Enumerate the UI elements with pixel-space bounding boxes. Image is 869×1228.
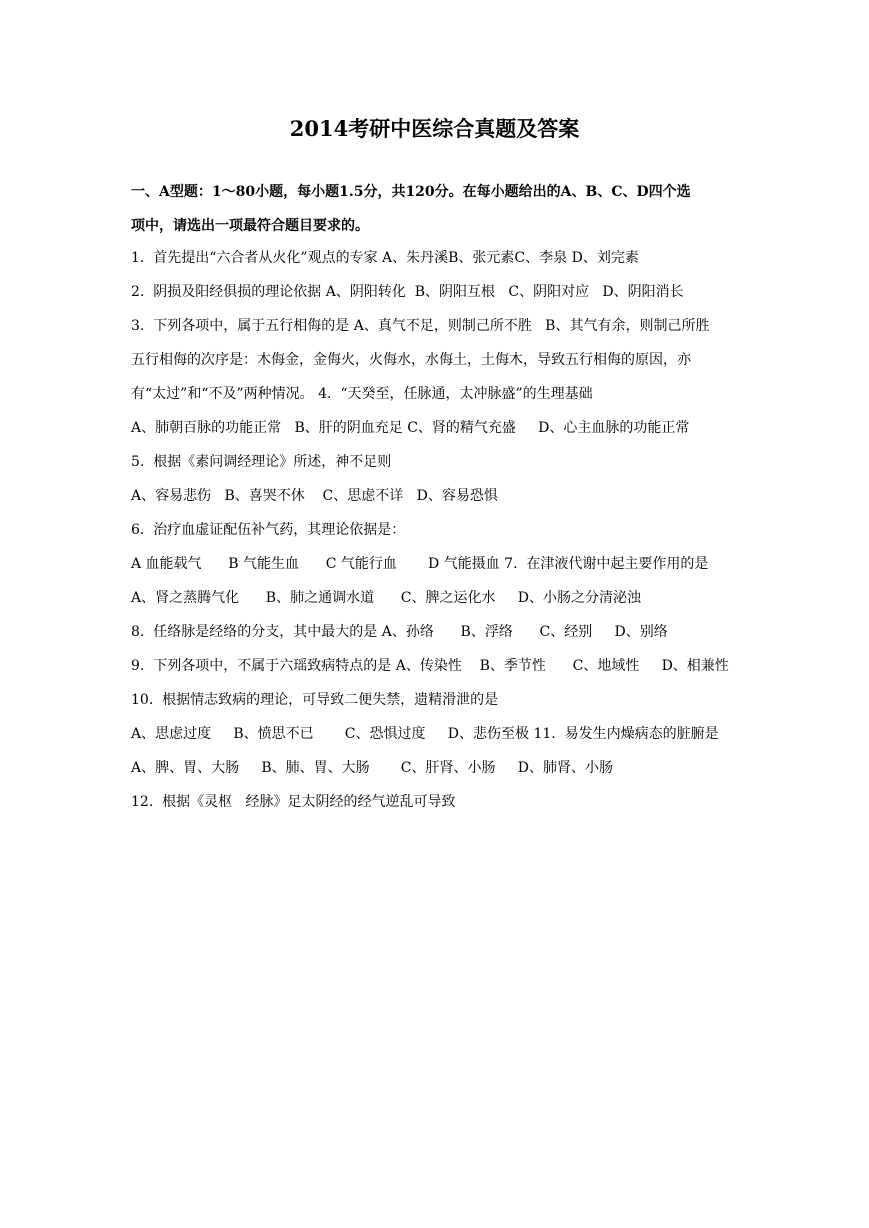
- question-1-stem: 1. 首先提出“六合者从火化”观点的专家: [131, 250, 378, 266]
- question-8-stem: 8. 任络脉是经络的分支，其中最大的是: [131, 624, 378, 640]
- question-3-note-line-1: 五行相侮的次序是：木侮金，金侮火，火侮水，水侮土，土侮木，导致五行相侮的原因，亦: [131, 352, 691, 368]
- question-4-options-1: A、肺朝百脉的功能正常 B、肝的阴血充足: [131, 420, 403, 436]
- question-3-options: A、真气不足，则制己所不胜 B、其气有余，则制己所胜: [353, 318, 710, 334]
- question-6-options: A 血能载气 B 气能生血 C 气能行血 D 气能摄血: [131, 556, 500, 572]
- question-4-stem: 4. “天癸至，任脉通，太冲脉盛”的生理基础: [318, 386, 593, 402]
- question-8-options: A、孙络 B、浮络 C、经别 D、别络: [381, 624, 668, 640]
- question-6-stem: 6. 治疗血虚证配伍补气药，其理论依据是：: [131, 522, 406, 538]
- document-title: 2014考研中医综合真题及答案: [289, 116, 580, 141]
- question-5-options: A、容易悲伤 B、喜哭不休 C、思虑不详 D、容易恐惧: [131, 488, 498, 504]
- question-11-options: A、脾、胃、大肠 B、肺、胃、大肠 C、肝肾、小肠 D、肺肾、小肠: [131, 760, 613, 776]
- question-2-stem: 2. 阴损及阳经俱损的理论依据: [131, 284, 322, 300]
- section-heading-line-1: 一、A型题：1～80小题，每小题1.5分，共120分。在每小题给出的A、B、C、D四个选: [131, 184, 691, 200]
- question-7-stem: 7. 在津液代谢中起主要作用的是: [504, 556, 709, 572]
- question-5-stem: 5. 根据《素问调经理论》所述，神不足则: [131, 454, 392, 470]
- question-1-options: A、朱丹溪B、张元素C、李泉 D、刘完素: [382, 250, 639, 266]
- section-heading-line-2: 项中，请选出一项最符合题目要求的。: [131, 218, 369, 234]
- question-12-stem: 12. 根据《灵枢 经脉》足太阴经的经气逆乱可导致: [131, 794, 456, 810]
- question-10-stem: 10. 根据情志致病的理论，可导致二便失禁，遗精滑泄的是: [131, 692, 499, 708]
- question-2-options: A、阴阳转化 B、阴阳互根 C、阴阳对应 D、阴阳消长: [325, 284, 684, 300]
- section-heading: [131, 175, 741, 243]
- question-9-stem: 9. 下列各项中，不属于六瑶致病特点的是: [131, 658, 392, 674]
- question-7-options: A、肾之蒸腾气化 B、肺之通调水道 C、脾之运化水 D、小肠之分清泌浊: [131, 590, 641, 606]
- question-9-options: A、传染性 B、季节性 C、地域性 D、相兼性: [395, 658, 729, 674]
- question-3-note-line-2: 有“太过”和“不及”两种情况。: [131, 386, 314, 402]
- question-list: [131, 241, 751, 819]
- question-3-stem: 3. 下列各项中，属于五行相侮的是: [131, 318, 350, 334]
- question-4-options-2: C、肾的精气充盛 D、心主血脉的功能正常: [407, 420, 690, 436]
- question-11-stem: 11. 易发生内燥病态的脏腑是: [533, 726, 719, 742]
- question-10-options: A、思虑过度 B、愤思不已 C、恐惧过度 D、悲伤至极: [131, 726, 529, 742]
